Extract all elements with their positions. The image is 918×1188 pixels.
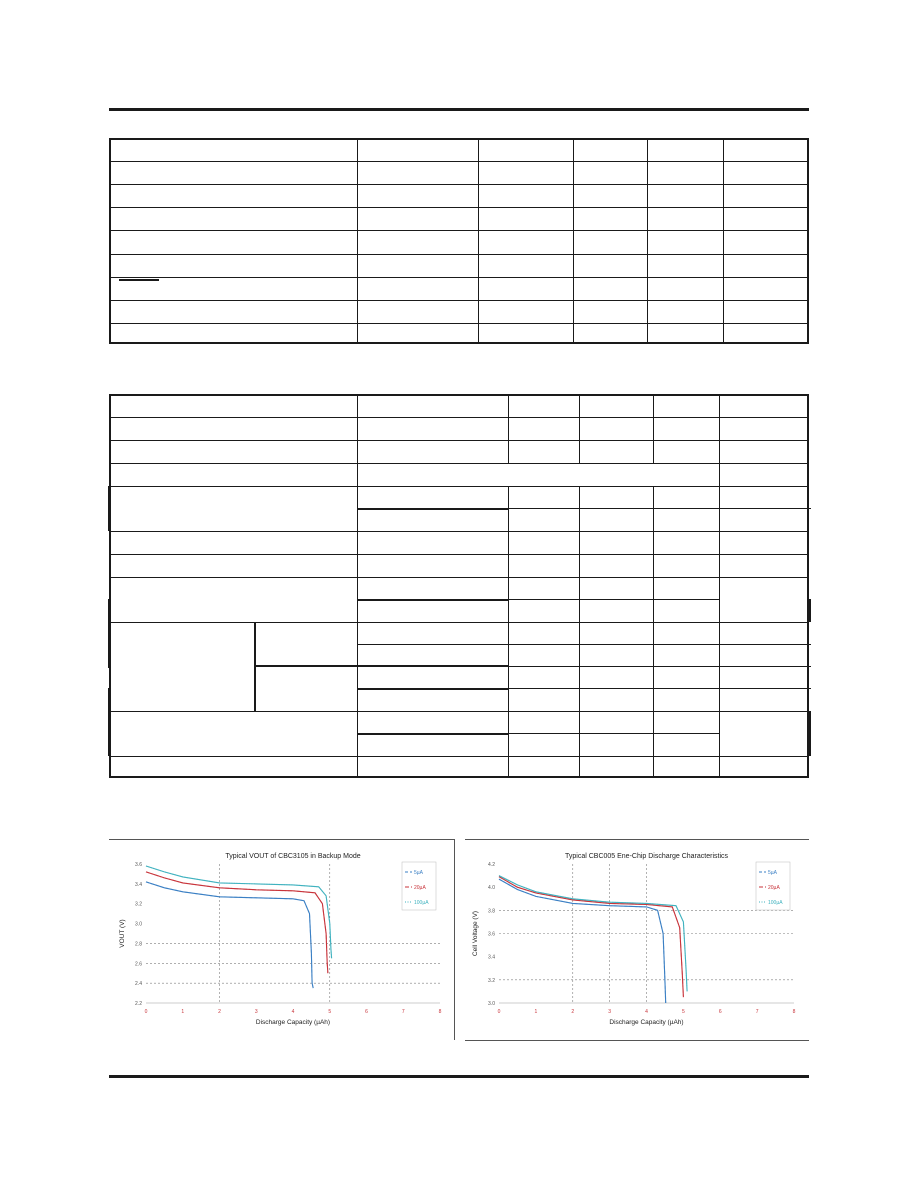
series-line-dash bbox=[499, 879, 666, 1003]
table-row bbox=[111, 440, 807, 441]
series-line-dash bbox=[146, 866, 332, 958]
table-row bbox=[111, 711, 807, 712]
x-tick-label: 5 bbox=[328, 1009, 332, 1015]
overbar-mark bbox=[119, 279, 159, 281]
legend-label: 5µA bbox=[768, 870, 777, 876]
chart-vout-svg bbox=[109, 840, 454, 1040]
series-line bbox=[146, 872, 328, 973]
table-row bbox=[111, 230, 807, 254]
x-axis-label: Discharge Capacity (µAh) bbox=[609, 1019, 684, 1026]
table-row bbox=[111, 531, 807, 532]
x-tick-label: 6 bbox=[365, 1009, 368, 1015]
series-line bbox=[499, 877, 683, 998]
legend-label: 100µA bbox=[414, 900, 429, 906]
table-row bbox=[111, 622, 807, 623]
spec-table-1 bbox=[109, 138, 809, 344]
table-row bbox=[111, 323, 807, 345]
legend-label: 5µA bbox=[414, 870, 423, 876]
series-line bbox=[146, 882, 313, 988]
legend-label: 100µA bbox=[768, 900, 783, 906]
x-tick-label: 2 bbox=[218, 1009, 221, 1015]
x-tick-label: 0 bbox=[497, 1009, 501, 1015]
y-tick-label: 3.2 bbox=[488, 977, 495, 984]
table-row bbox=[111, 417, 807, 418]
x-tick-label: 2 bbox=[571, 1009, 575, 1015]
table-row bbox=[111, 207, 807, 231]
legend-label: 20µA bbox=[414, 885, 426, 891]
x-tick-label: 8 bbox=[792, 1009, 796, 1015]
series-line bbox=[499, 879, 666, 1003]
y-tick-label: 2.6 bbox=[135, 961, 142, 968]
x-tick-label: 7 bbox=[755, 1009, 759, 1015]
table-row bbox=[111, 300, 807, 324]
series-line-dash bbox=[146, 882, 313, 988]
chart-discharge-svg bbox=[465, 840, 809, 1040]
y-tick-label: 3.6 bbox=[488, 931, 495, 938]
x-tick-label: 0 bbox=[144, 1009, 148, 1015]
table-row bbox=[111, 486, 807, 487]
y-tick-label: 4.2 bbox=[488, 862, 495, 868]
table-row bbox=[111, 554, 807, 555]
table-row bbox=[111, 577, 807, 578]
x-tick-label: 4 bbox=[291, 1009, 295, 1015]
y-axis-label: Cell Voltage (V) bbox=[472, 910, 479, 957]
series-line bbox=[146, 866, 332, 958]
footer-rule bbox=[109, 1075, 809, 1078]
header-rule bbox=[109, 108, 809, 111]
table-row bbox=[111, 463, 807, 464]
x-tick-label: 3 bbox=[608, 1009, 612, 1015]
series-line-dash bbox=[499, 877, 683, 998]
x-tick-label: 4 bbox=[645, 1009, 648, 1015]
x-tick-label: 5 bbox=[681, 1009, 685, 1015]
x-axis-label: Discharge Capacity (µAh) bbox=[255, 1019, 331, 1026]
x-tick-label: 6 bbox=[718, 1009, 722, 1015]
x-tick-label: 1 bbox=[534, 1009, 538, 1015]
y-tick-label: 3.0 bbox=[135, 921, 142, 928]
y-axis-label: VOUT (V) bbox=[119, 919, 126, 948]
chart-title: Typical CBC005 Ene-Chip Discharge Characteristics bbox=[564, 853, 729, 860]
chart-discharge bbox=[465, 839, 809, 1041]
x-tick-label: 8 bbox=[438, 1009, 442, 1015]
legend-label: 20µA bbox=[768, 885, 780, 891]
x-tick-label: 7 bbox=[401, 1009, 405, 1015]
y-tick-label: 3.2 bbox=[135, 901, 142, 908]
table-row bbox=[111, 756, 807, 757]
table-row bbox=[111, 254, 807, 278]
x-tick-label: 3 bbox=[254, 1009, 258, 1015]
y-tick-label: 3.8 bbox=[488, 908, 495, 915]
x-tick-label: 1 bbox=[181, 1009, 185, 1015]
y-tick-label: 3.4 bbox=[488, 954, 495, 961]
series-line-dash bbox=[146, 872, 328, 973]
table-row bbox=[111, 396, 807, 418]
table-row bbox=[111, 277, 807, 301]
y-tick-label: 4.0 bbox=[488, 885, 495, 892]
y-tick-label: 2.2 bbox=[135, 1001, 142, 1007]
y-tick-label: 2.8 bbox=[135, 941, 142, 948]
table-row bbox=[111, 161, 807, 185]
y-tick-label: 3.0 bbox=[488, 1001, 495, 1007]
spec-table-2 bbox=[109, 394, 809, 778]
y-tick-label: 3.4 bbox=[135, 881, 142, 888]
y-tick-label: 2.4 bbox=[135, 981, 142, 988]
table-row bbox=[111, 140, 807, 162]
y-tick-label: 3.6 bbox=[135, 862, 142, 868]
chart-title: Typical VOUT of CBC3105 in Backup Mode bbox=[225, 853, 361, 860]
chart-vout-backup bbox=[109, 839, 455, 1040]
table-row bbox=[111, 184, 807, 208]
